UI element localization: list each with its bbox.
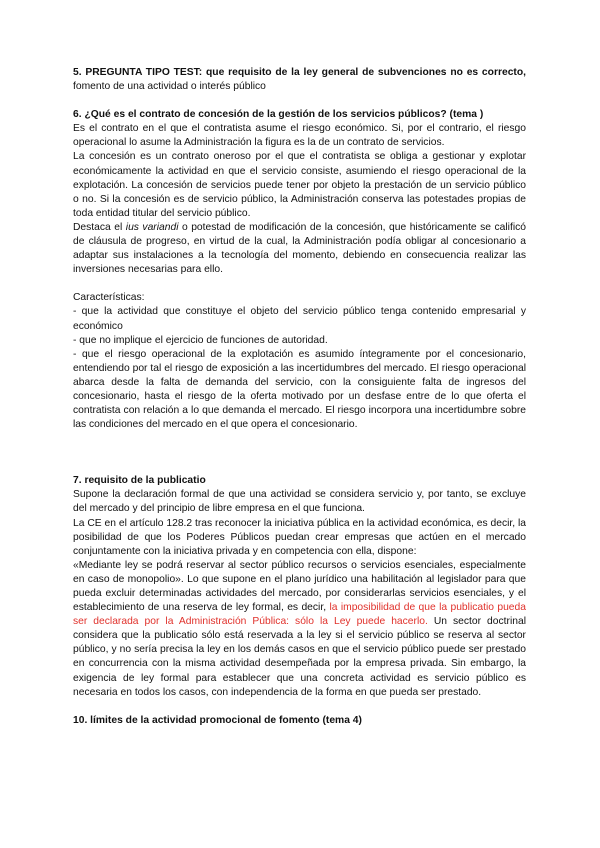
q7-paragraph-1: Supone la declaración formal de que una actividad se considera servicio y, por tanto, se excluye del mercado y del principio de libre empresa en el que funciona. [73,489,526,515]
q6-paragraph-3 [73,221,526,277]
q6-ius-variandi: ius variandi [125,221,179,233]
q6-features-heading: Características: [73,292,145,304]
q7-p3-before: «Mediante ley se podrá reservar al sector público recursos o servicios esenciales, especialmente en caso de monopolio». Lo que supone en el plano jurídico una habilitación al legislador para que pueda excluir determinadas actividades del mercado, por considerarlas servicios esenciales, y el establecimiento de una reserva de ley formal, es decir, [73,559,526,614]
q7-paragraph-2: La CE en el artículo 128.2 tras reconocer la iniciativa pública en la actividad económica, es decir, la posibilidad de que los Poderes Públicos puedan crear empresas que actúen en el mercado conjuntamente con la iniciativa privada y en competencia con ella, dispone: [73,517,526,557]
q5-answer: fomento de una actividad o interés público [73,81,266,93]
q5-paragraph [73,66,526,94]
question-6 [73,108,526,432]
q6-paragraph-2: La concesión es un contrato oneroso por el que el contratista se obliga a gestionar y explotar económicamente la actividad en que el servicio consiste, asumiendo el riesgo operacional de la explotación. La concesión de servicios puede tener por objeto la prestación de un servicio público o no. Si la concesión es de servicio público, la Administración conserva las potestades propias de toda entidad titular del servicio público. [73,151,526,219]
q6-paragraph-1: Es el contrato en el que el contratista asume el riesgo económico. Si, por el contrario, el riesgo operacional lo asume la Administración la figura es la de un contrato de servicios. [73,123,526,149]
q7-highlighted-text: la imposibilidad de que la publicatio pueda ser declarada por la Administración Pública: sólo la Ley puede hacerlo. [73,602,526,628]
q10-title: 10. límites de la actividad promocional de fomento (tema 4) [73,714,362,726]
q6-feature-1: - que la actividad que constituye el objeto del servicio público tenga contenido empresarial y económico [73,306,526,332]
document-page [73,66,526,728]
q6-title: 6. ¿Qué es el contrato de concesión de la gestión de los servicios públicos? (tema ) [73,109,484,121]
q6-feature-2: - que no implique el ejercicio de funciones de autoridad. [73,334,328,346]
question-7 [73,474,526,700]
q6-p3-before: Destaca el [73,221,126,233]
question-5 [73,66,526,94]
q7-p3-after: Un sector doctrinal considera que la publicatio sólo está reservada a la ley si el servicio público se reserva al sector público, y no sería precisa la ley en los demás casos en que el servicio público puede ser prestado en concurrencia con la misma actividad desempeñada por la empresa privada. Sin embargo, la exigencia de ley formal para establecer que una concreta actividad es servicio público es necesaria en todos los casos, con independencia de la forma en que pueda ser prestado. [73,616,526,698]
q6-p3-after: o potestad de modificación de la concesión, que históricamente se calificó de cláusula de progreso, en virtud de la cual, la Administración podía obligar al concesionario a adaptar sus instalaciones a la tecnología del momento, debiendo en consecuencia realizar las inversiones necesarias para ello. [73,221,526,276]
q7-title: 7. requisito de la publicatio [73,475,206,487]
q6-feature-3: - que el riesgo operacional de la explotación es asumido íntegramente por el concesionario, entendiendo por tal el riesgo de exposición a las incertidumbres del mercado. El riesgo operacional abarca desde la falta de demanda del servicio, con la consiguiente falta de ingresos del concesionario, hasta el riesgo de la oferta motivado por un desfase entre de lo que oferta el contratista con relación a lo que demanda el mercado. El riesgo incorpora una incertidumbre sobre las condiciones del mercado en el que opera el concesionario. [73,348,526,431]
question-10 [73,714,526,728]
q5-title: 5. PREGUNTA TIPO TEST: que requisito de la ley general de subvenciones no es correcto, [73,67,526,78]
q7-paragraph-3 [73,559,526,700]
